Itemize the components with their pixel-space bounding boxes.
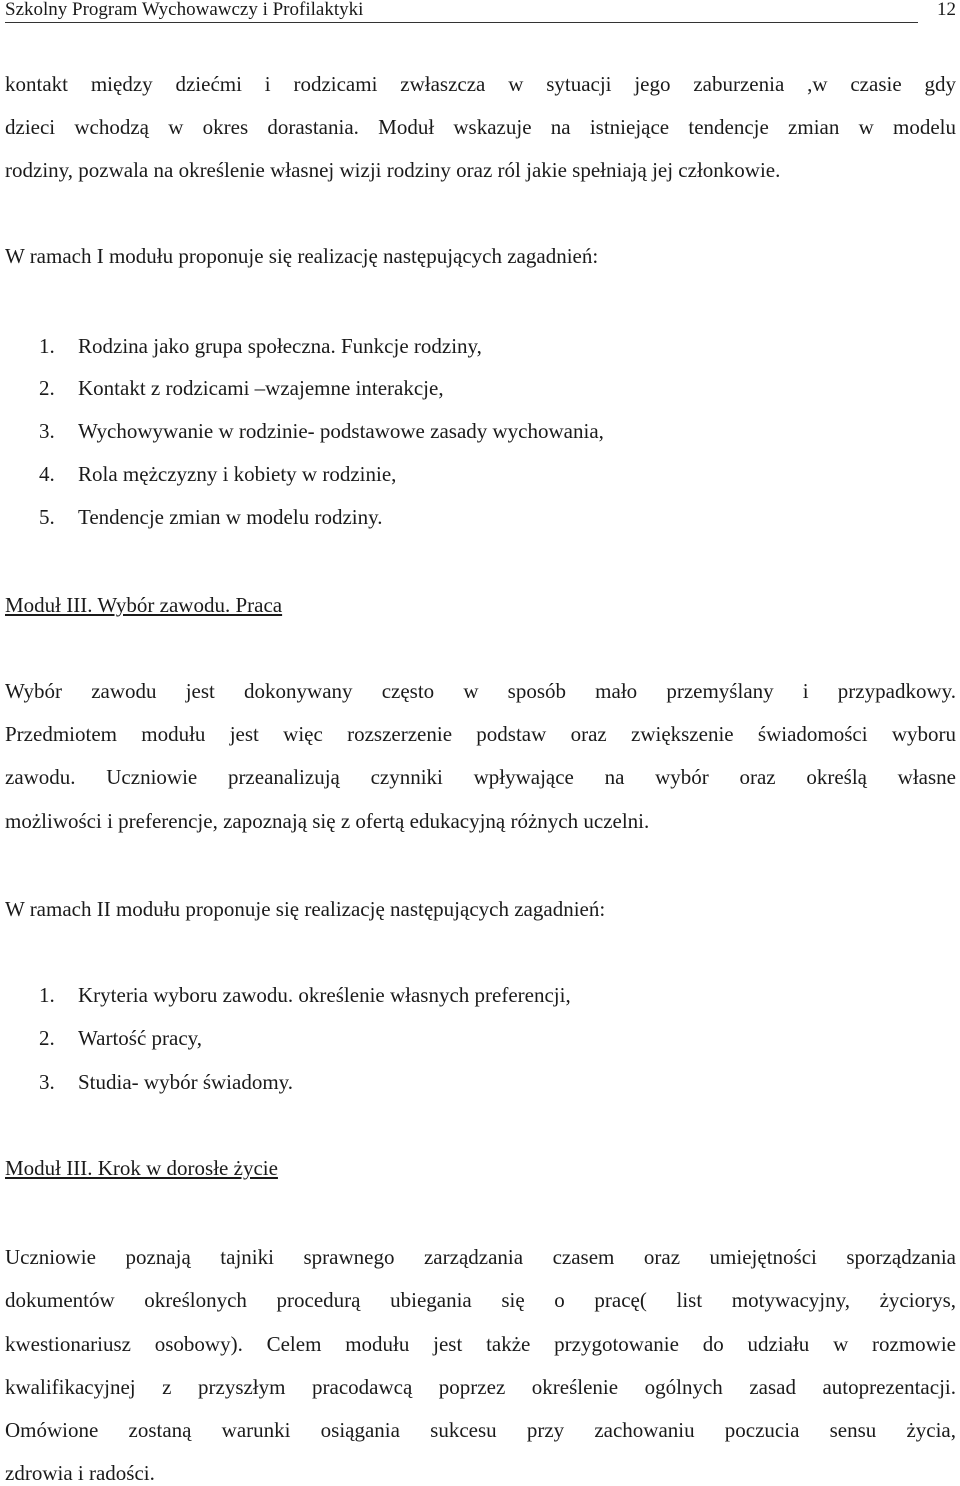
list-item	[39, 1026, 202, 1051]
list-number: 2.	[39, 1026, 55, 1050]
list-item	[39, 334, 482, 359]
module2-lead: W ramach II modułu proponuje się realizację następujących zagadnień:	[5, 897, 606, 921]
intro-line: rodziny, pozwala na określenie własnej wizji rodziny oraz ról jakie spełniają jej członkowie.	[5, 158, 781, 182]
list-item	[39, 505, 382, 530]
module3-line: kwestionariusz osobowy). Celem modułu jest także przygotowanie do udziału w rozmowie	[5, 1332, 956, 1356]
module2-line: zawodu. Uczniowie przeanalizują czynniki wpływające na wybór oraz określą własne	[5, 765, 956, 789]
list-number: 2.	[39, 376, 55, 400]
list-text: Wychowywanie w rodzinie- podstawowe zasady wychowania,	[78, 419, 604, 443]
list-text: Wartość pracy,	[78, 1026, 203, 1050]
module3-heading: Moduł III. Krok w dorosłe życie	[5, 1156, 278, 1180]
list-item	[39, 983, 571, 1008]
list-text: Rola mężczyzny i kobiety w rodzinie,	[78, 462, 397, 486]
module3-line: Omówione zostaną warunki osiągania sukcesu przy zachowaniu poczucia sensu życia,	[5, 1418, 956, 1442]
header-title: Szkolny Program Wychowawczy i Profilaktyki	[5, 0, 364, 20]
list-text: Kontakt z rodzicami –wzajemne interakcje,	[78, 376, 444, 400]
list-text: Kryteria wyboru zawodu. określenie własnych preferencji,	[78, 983, 571, 1007]
page-number: 12	[937, 0, 956, 20]
list-item	[39, 376, 444, 401]
module3-line: zdrowia i radości.	[5, 1461, 155, 1485]
list-number: 4.	[39, 462, 55, 486]
list-item	[39, 1070, 293, 1095]
intro-line: kontakt między dziećmi i rodzicami zwłaszcza w sytuacji jego zaburzenia ,w czasie gdy	[5, 72, 956, 96]
module3-line: kwalifikacyjnej z przyszłym pracodawcą poprzez określenie ogólnych zasad autoprezentacji.	[5, 1375, 956, 1399]
list-text: Studia- wybór świadomy.	[78, 1070, 294, 1094]
list-text: Rodzina jako grupa społeczna. Funkcje rodziny,	[78, 334, 482, 358]
list-number: 1.	[39, 334, 55, 358]
list-number: 3.	[39, 1070, 55, 1094]
module3-line: Uczniowie poznają tajniki sprawnego zarządzania czasem oraz umiejętności sporządzania	[5, 1245, 956, 1269]
module1-lead: W ramach I modułu proponuje się realizację następujących zagadnień:	[5, 244, 599, 268]
module3-line: dokumentów określonych procedurą ubiegania się o pracę( list motywacyjny, życiorys,	[5, 1288, 956, 1312]
module2-line: możliwości i preferencje, zapoznają się z ofertą edukacyjną różnych uczelni.	[5, 809, 650, 833]
list-text: Tendencje zmian w modelu rodziny.	[78, 505, 383, 529]
page-header	[5, 0, 956, 23]
list-number: 1.	[39, 983, 55, 1007]
list-number: 5.	[39, 505, 55, 529]
list-number: 3.	[39, 419, 55, 443]
list-item	[39, 462, 396, 487]
module2-heading: Moduł III. Wybór zawodu. Praca	[5, 593, 283, 617]
module2-line: Wybór zawodu jest dokonywany często w sposób mało przemyślany i przypadkowy.	[5, 679, 956, 703]
intro-line: dzieci wchodzą w okres dorastania. Moduł wskazuje na istniejące tendencje zmian w modelu	[5, 115, 956, 139]
list-item	[39, 419, 604, 444]
module2-line: Przedmiotem modułu jest więc rozszerzenie podstaw oraz zwiększenie świadomości wyboru	[5, 722, 956, 746]
